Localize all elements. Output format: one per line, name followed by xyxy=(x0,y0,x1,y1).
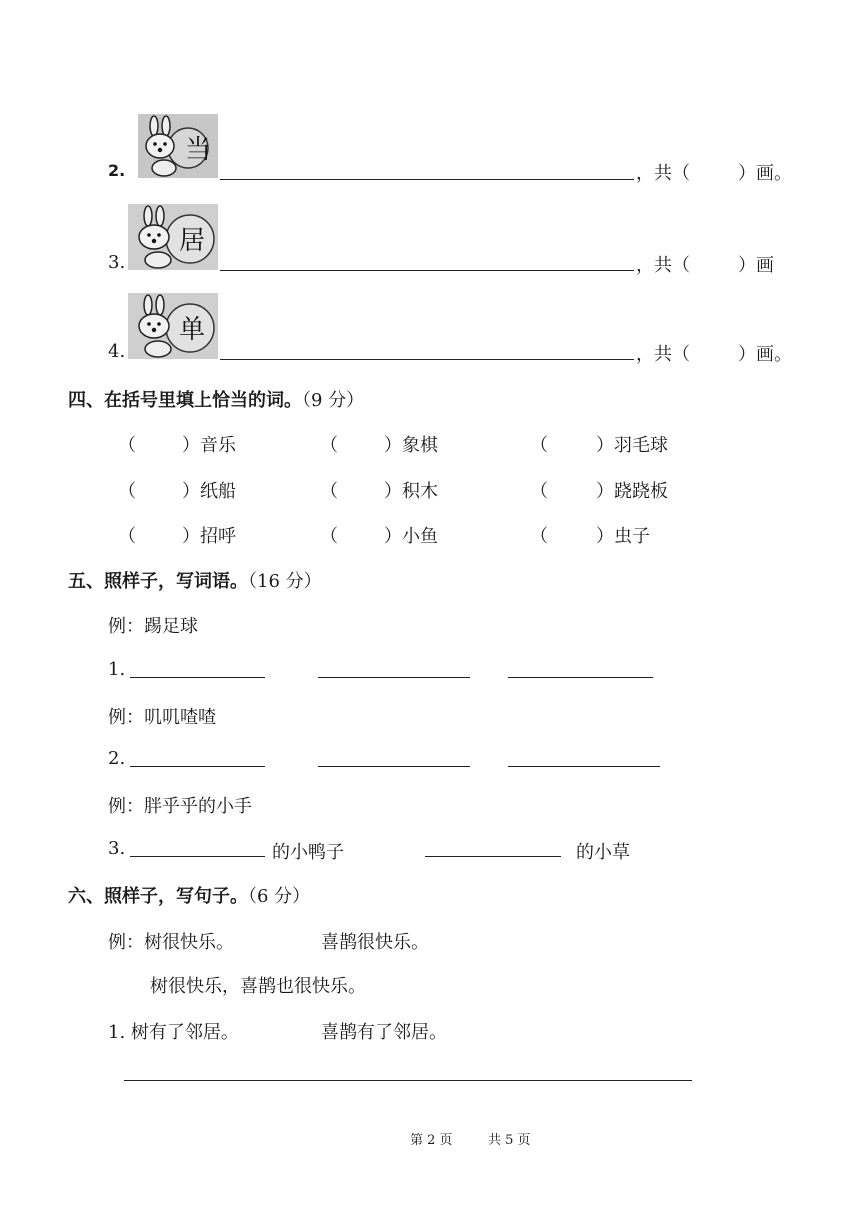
blank-word: ）跷跷板 xyxy=(596,481,668,502)
page-number: 第 2 页 xyxy=(410,1133,453,1148)
answer-line[interactable] xyxy=(130,766,265,767)
blank-word: ）羽毛球 xyxy=(596,435,668,456)
answer-line[interactable] xyxy=(318,766,470,767)
answer-line[interactable] xyxy=(130,856,265,857)
section-heading xyxy=(68,882,310,908)
rabbit-icon xyxy=(138,114,218,178)
section-title: 四、在括号里填上恰当的词。 xyxy=(68,390,302,411)
rabbit-character-image xyxy=(138,114,218,178)
item-number: 3. xyxy=(108,252,126,273)
section-heading xyxy=(68,386,364,412)
item-number: 3. xyxy=(108,838,126,859)
svg-text:单: 单 xyxy=(178,315,206,345)
answer-line[interactable] xyxy=(425,856,561,857)
svg-text:当: 当 xyxy=(184,135,212,165)
stroke-count-open: ，共（ xyxy=(636,255,690,276)
blank-open-paren[interactable]: （ xyxy=(320,526,338,547)
blank-open-paren[interactable]: （ xyxy=(118,435,136,456)
section-score: （9 分） xyxy=(302,390,365,411)
blank-open-paren[interactable]: （ xyxy=(530,526,548,547)
blank-open-paren[interactable]: （ xyxy=(320,435,338,456)
example-result: 树很快乐，喜鹊也很快乐。 xyxy=(150,976,366,997)
answer-line[interactable] xyxy=(318,677,470,678)
blank-word: ）小鱼 xyxy=(384,526,438,547)
answer-line[interactable] xyxy=(508,677,653,678)
section-score: （16 分） xyxy=(248,571,322,592)
page-total: 共 5 页 xyxy=(488,1133,531,1148)
phrase-suffix: 的小鸭子 xyxy=(272,842,344,863)
question-sentence-a: 1. 树有了邻居。 xyxy=(108,1022,239,1043)
answer-line[interactable] xyxy=(220,359,634,360)
blank-word: ）象棋 xyxy=(384,435,438,456)
item-number: 4. xyxy=(108,341,126,362)
stroke-count-close: ）画 xyxy=(738,255,774,276)
blank-word: ）虫子 xyxy=(596,526,650,547)
blank-word: ）积木 xyxy=(384,481,438,502)
rabbit-icon xyxy=(128,293,218,359)
blank-word: ）音乐 xyxy=(182,435,236,456)
example-text: 例：叽叽喳喳 xyxy=(108,707,216,728)
example-sentence-b: 喜鹊很快乐。 xyxy=(321,932,429,953)
section-score: （6 分） xyxy=(248,886,311,907)
item-number: 1. xyxy=(108,659,126,680)
blank-word: ）纸船 xyxy=(182,481,236,502)
answer-line[interactable] xyxy=(130,677,265,678)
example-text: 例：胖乎乎的小手 xyxy=(108,796,252,817)
stroke-count-close: ）画。 xyxy=(738,344,792,365)
rabbit-character-image xyxy=(128,293,218,359)
question-sentence-b: 喜鹊有了邻居。 xyxy=(321,1022,447,1043)
rabbit-icon xyxy=(128,204,218,270)
item-number: 2. xyxy=(108,748,126,769)
example-sentence-a: 例：树很快乐。 xyxy=(108,932,234,953)
svg-text:居: 居 xyxy=(178,226,206,256)
blank-open-paren[interactable]: （ xyxy=(118,526,136,547)
blank-open-paren[interactable]: （ xyxy=(118,481,136,502)
section-title: 六、照样子，写句子。 xyxy=(68,886,248,907)
section-heading xyxy=(68,567,322,593)
stroke-count-close: ）画。 xyxy=(738,163,792,184)
phrase-suffix: 的小草 xyxy=(576,842,630,863)
blank-open-paren[interactable]: （ xyxy=(530,481,548,502)
blank-open-paren[interactable]: （ xyxy=(530,435,548,456)
stroke-count-open: ，共（ xyxy=(636,163,690,184)
answer-line[interactable] xyxy=(220,179,634,180)
stroke-count-open: ，共（ xyxy=(636,344,690,365)
answer-line[interactable] xyxy=(220,270,634,271)
blank-open-paren[interactable]: （ xyxy=(320,481,338,502)
section-title: 五、照样子，写词语。 xyxy=(68,571,248,592)
example-text: 例：踢足球 xyxy=(108,616,198,637)
answer-line[interactable] xyxy=(124,1080,692,1081)
rabbit-character-image xyxy=(128,204,218,270)
blank-word: ）招呼 xyxy=(182,526,236,547)
answer-line[interactable] xyxy=(508,766,660,767)
item-number: 2. xyxy=(108,161,126,180)
